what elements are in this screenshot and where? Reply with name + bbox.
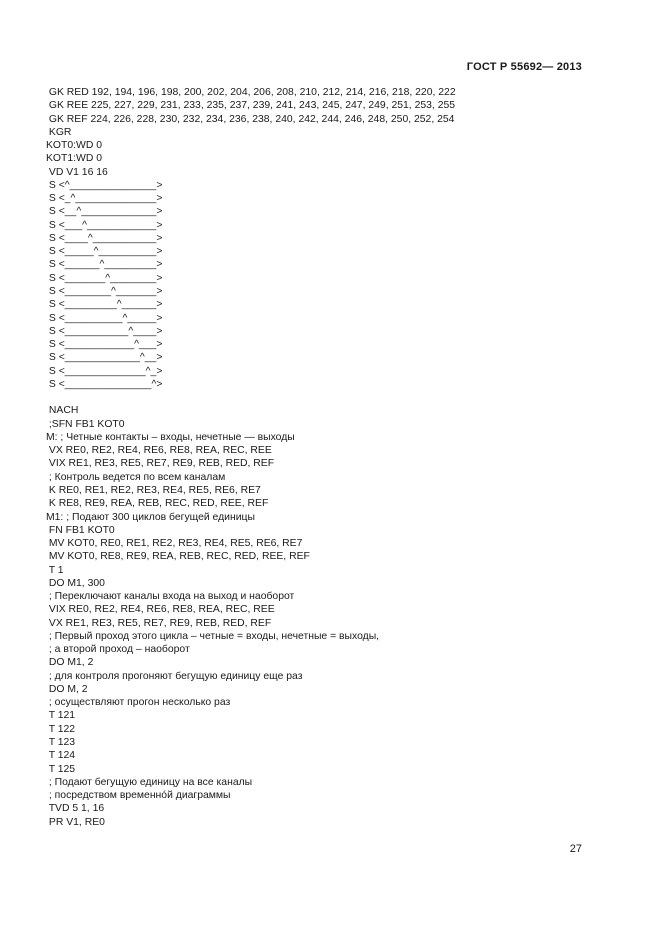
code-line: T 124: [46, 750, 76, 762]
code-line: T 125: [46, 763, 76, 775]
code-line: K RE8, RE9, REA, REB, REC, RED, REE, REF: [46, 498, 269, 510]
code-line: S <___________^____>: [46, 325, 163, 337]
code-line: T 122: [46, 723, 76, 735]
code-line: KOT0:WD 0: [46, 140, 103, 152]
code-line: VD V1 16 16: [46, 166, 108, 178]
code-line: M: ; Четные контакты – входы, нечетные — выходы: [46, 431, 295, 443]
code-line: DO M1, 2: [46, 657, 94, 669]
code-line: KOT1:WD 0: [46, 153, 103, 165]
code-line: ;SFN FB1 KOT0: [46, 418, 125, 430]
code-line: T 121: [46, 710, 76, 722]
code-line: S <_______________^>: [46, 378, 163, 390]
code-line: TVD 5 1, 16: [46, 803, 105, 815]
code-line: FN FB1 KOT0: [46, 524, 115, 536]
document-header: ГОСТ Р 55692— 2013: [466, 61, 582, 73]
code-line: MV KOT0, RE8, RE9, REA, REB, REC, RED, REE, REF: [46, 551, 310, 563]
code-line: S <________^_______>: [46, 285, 163, 297]
code-line: S <_________^______>: [46, 299, 163, 311]
code-line: S <_^______________>: [46, 193, 163, 205]
code-line: S <____________^___>: [46, 339, 163, 351]
code-line: ; а второй проход – наоборот: [46, 644, 190, 656]
code-line: MV KOT0, RE0, RE1, RE2, RE3, RE4, RE5, RE6, RE7: [46, 538, 303, 550]
code-line: K RE0, RE1, RE2, RE3, RE4, RE5, RE6, RE7: [46, 484, 261, 496]
code-line: ; посредством временнóй диаграммы: [46, 790, 231, 802]
code-line: S <______________^_>: [46, 365, 163, 377]
code-line: T 1: [46, 564, 64, 576]
code-line: ; Первый проход этого цикла – четные = входы, нечетные = выходы,: [46, 630, 380, 642]
code-line: M1: ; Подают 300 циклов бегущей единицы: [46, 511, 255, 523]
code-line: ; Подают бегущую единицу на все каналы: [46, 776, 253, 788]
code-line: S <^_______________>: [46, 179, 163, 191]
code-line: S <_____________^__>: [46, 352, 163, 364]
code-line: S <______^_________>: [46, 259, 163, 271]
code-line: ; для контроля прогоняют бегущую единицу еще раз: [46, 670, 303, 682]
code-line: VX RE1, RE3, RE5, RE7, RE9, REB, RED, REF: [46, 617, 272, 629]
code-line: VX RE0, RE2, RE4, RE6, RE8, REA, REC, REE: [46, 445, 272, 457]
code-line: GK RED 192, 194, 196, 198, 200, 202, 204, 206, 208, 210, 212, 214, 216, 218, 220, 222: [46, 87, 456, 98]
code-line: PR V1, RE0: [46, 816, 105, 828]
code-line: NACH: [46, 405, 79, 417]
code-line: GK REF 224, 226, 228, 230, 232, 234, 236, 238, 240, 242, 244, 246, 248, 250, 252, 254: [46, 113, 455, 125]
code-line: ; Переключают каналы входа на выход и наоборот: [46, 591, 295, 603]
code-line: S <_____^__________>: [46, 246, 163, 258]
program-listing: [46, 86, 606, 829]
code-line: DO M, 2: [46, 683, 88, 695]
code-line: GK REE 225, 227, 229, 231, 233, 235, 237, 239, 241, 243, 245, 247, 249, 251, 253, 255: [46, 100, 456, 112]
code-line: S <_______^________>: [46, 272, 163, 284]
code-line: S <___^____________>: [46, 219, 163, 231]
code-line: ; осуществляют прогон несколько раз: [46, 697, 231, 709]
code-line: VIX RE0, RE2, RE4, RE6, RE8, REA, REC, REE: [46, 604, 275, 616]
code-line: S <__________^_____>: [46, 312, 163, 324]
code-line: T 123: [46, 737, 76, 749]
code-line: [46, 391, 606, 404]
code-line: S <____^___________>: [46, 232, 163, 244]
code-line: KGR: [46, 126, 72, 138]
code-line: ; Контроль ведется по всем каналам: [46, 471, 226, 483]
code-line: VIX RE1, RE3, RE5, RE7, RE9, REB, RED, REF: [46, 458, 275, 470]
code-line: S <__^_____________>: [46, 206, 163, 218]
page-number: 27: [569, 843, 582, 855]
code-line: DO M1, 300: [46, 577, 105, 589]
